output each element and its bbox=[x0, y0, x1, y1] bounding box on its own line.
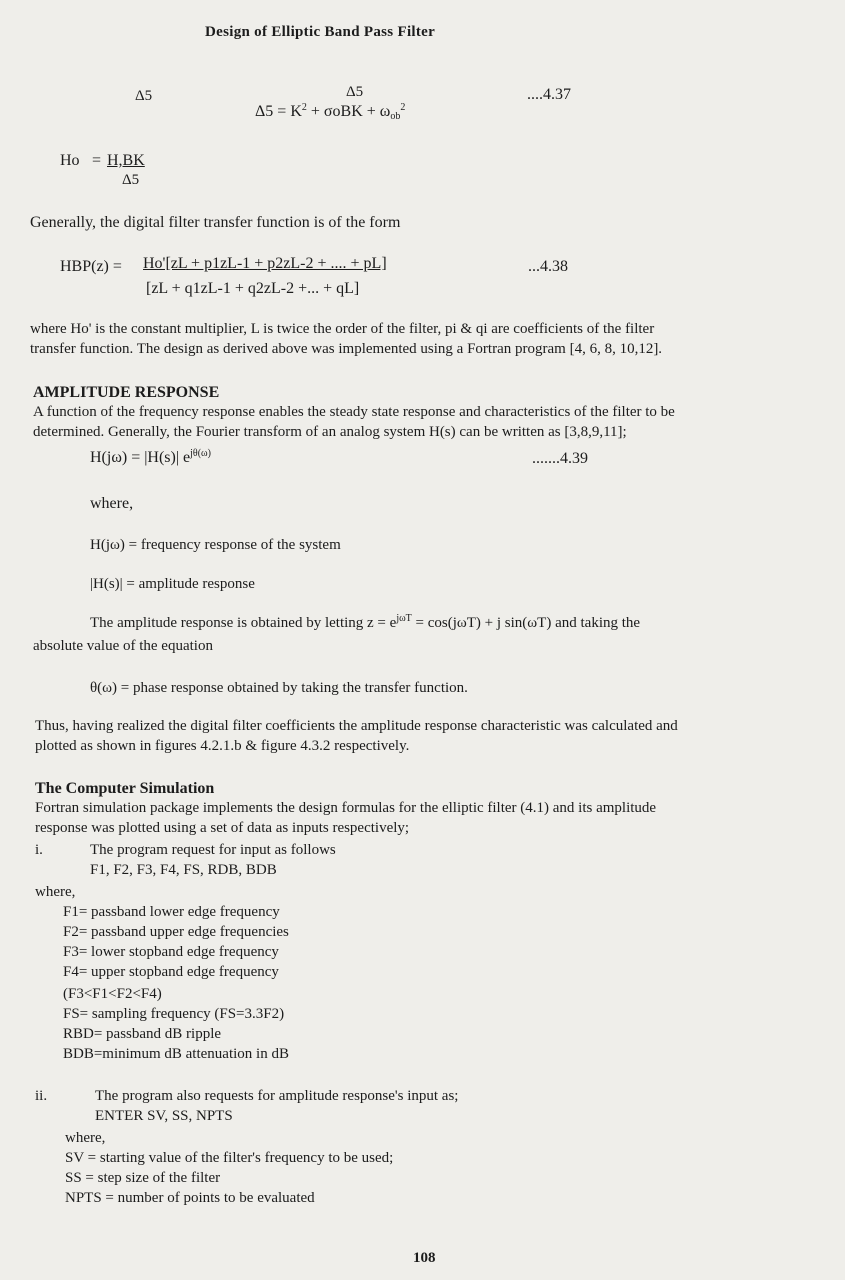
hbp-numerator: Ho'[zL + p1zL-1 + p2zL-2 + .... + pL] bbox=[143, 255, 387, 272]
definition-line: F4= upper stopband edge frequency bbox=[63, 964, 279, 980]
where-label: where, bbox=[35, 884, 76, 900]
definition-line: NPTS = number of points to be evaluated bbox=[65, 1190, 315, 1206]
equation-4-39-number: .......4.39 bbox=[532, 450, 588, 467]
ho-equals: = bbox=[92, 152, 102, 169]
delta-top: Δ5 bbox=[346, 84, 364, 100]
phase-definition: θ(ω) = phase response obtained by taking the transfer function. bbox=[90, 680, 468, 696]
hbp-lhs: HBP(z) = bbox=[60, 258, 122, 275]
paragraph-line: where Ho' is the constant multiplier, L is twice the order of the filter, pi & qi are coefficients of the filter bbox=[30, 321, 655, 337]
ho-numerator: H,BK bbox=[107, 152, 145, 169]
equation-4-37: $\Delta 5 = K^2 + \sigma oBK + \omega_{ob}^2$ bbox=[255, 102, 406, 122]
amplitude-obtained-line bbox=[90, 615, 640, 632]
equation-4-38-number: ...4.38 bbox=[528, 258, 568, 275]
delta-left: Δ5 bbox=[135, 88, 153, 104]
section-heading-simulation: The Computer Simulation bbox=[35, 780, 215, 797]
definition-line: F1= passband lower edge frequency bbox=[63, 904, 280, 920]
equation-4-37-lhs: Δ5 = K bbox=[255, 103, 302, 120]
list-marker-i: i. bbox=[35, 842, 43, 858]
paragraph-line: Thus, having realized the digital filter coefficients the amplitude response characteristic was calculated and bbox=[35, 718, 678, 734]
paragraph-line: Fortran simulation package implements the design formulas for the elliptic filter (4.1) and its amplitude bbox=[35, 800, 657, 816]
ho-lhs: Ho bbox=[60, 152, 80, 169]
section-heading-amplitude: AMPLITUDE RESPONSE bbox=[33, 384, 220, 401]
list-item-1-inputs: F1, F2, F3, F4, FS, RDB, BDB bbox=[90, 862, 277, 878]
definition-frequency-response: H(jω) = frequency response of the system bbox=[90, 537, 341, 553]
list-item-2-text: The program also requests for amplitude response's input as; bbox=[95, 1088, 459, 1104]
definition-line: SV = starting value of the filter's frequency to be used; bbox=[65, 1150, 394, 1166]
paragraph-line: response was plotted using a set of data as inputs respectively; bbox=[35, 820, 410, 836]
obtained-text-2: = cos(jωT) + j sin(ωT) and taking the bbox=[411, 615, 641, 631]
definition-line: BDB=minimum dB attenuation in dB bbox=[63, 1046, 289, 1062]
paragraph-line: A function of the frequency response enables the steady state response and characteristics of the filter to be bbox=[33, 404, 675, 420]
definition-line: RBD= passband dB ripple bbox=[63, 1026, 222, 1042]
general-statement: Generally, the digital filter transfer function is of the form bbox=[30, 214, 401, 231]
definition-line: F3= lower stopband edge frequency bbox=[63, 944, 279, 960]
definition-line: F2= passband upper edge frequencies bbox=[63, 924, 289, 940]
list-item-1-text: The program request for input as follows bbox=[90, 842, 336, 858]
equation-4-39-lhs: H(jω) = |H(s)| e bbox=[90, 449, 191, 466]
equation-4-37-rhs: + σoBK + ω bbox=[310, 103, 391, 120]
equation-4-39-sup: jθ(ω) bbox=[190, 448, 211, 459]
paragraph-line: transfer function. The design as derived above was implemented using a Fortran program [4, 6, 8, 10,12]. bbox=[30, 341, 663, 357]
definition-line: (F3<F1<F2<F4) bbox=[63, 986, 162, 1002]
hbp-denominator: [zL + q1zL-1 + q2zL-2 +... + qL] bbox=[146, 280, 360, 297]
amplitude-obtained-line-2: absolute value of the equation bbox=[33, 638, 213, 654]
list-item-2-inputs: ENTER SV, SS, NPTS bbox=[95, 1108, 233, 1124]
page-number: 108 bbox=[413, 1250, 436, 1266]
obtained-text-1: The amplitude response is obtained by letting z = e bbox=[90, 615, 397, 631]
list-marker-ii: ii. bbox=[35, 1088, 48, 1104]
running-title: Design of Elliptic Band Pass Filter bbox=[205, 24, 436, 40]
where-label: where, bbox=[90, 495, 134, 512]
where-label: where, bbox=[65, 1130, 106, 1146]
paragraph-line: plotted as shown in figures 4.2.1.b & figure 4.3.2 respectively. bbox=[35, 738, 410, 754]
definition-line: FS= sampling frequency (FS=3.3F2) bbox=[63, 1006, 285, 1022]
equation-4-39 bbox=[90, 449, 211, 467]
equation-4-37-number: ....4.37 bbox=[527, 86, 571, 103]
paragraph-line: determined. Generally, the Fourier transform of an analog system H(s) can be written as [3,8,9,11]; bbox=[33, 424, 627, 440]
definition-amplitude-response: |H(s)| = amplitude response bbox=[90, 576, 255, 592]
equation-4-37-sub: ob bbox=[390, 111, 401, 122]
obtained-sup: jωT bbox=[396, 613, 412, 624]
ho-denominator: Δ5 bbox=[122, 172, 140, 188]
definition-line: SS = step size of the filter bbox=[65, 1170, 221, 1186]
